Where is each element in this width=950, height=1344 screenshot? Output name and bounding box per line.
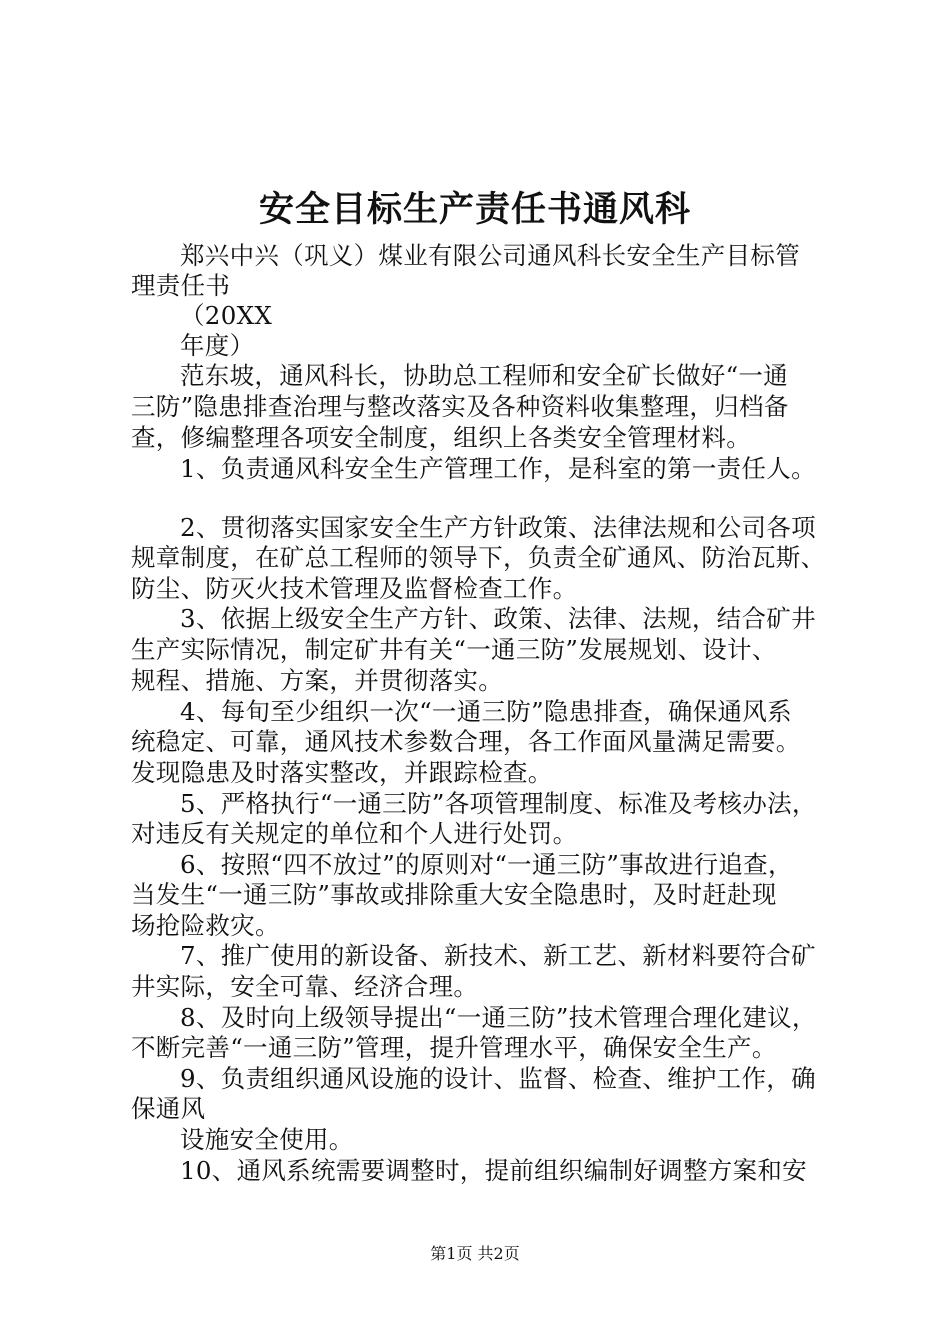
text-line: 规程、措施、方案，并贯彻落实。 [131, 666, 503, 695]
page-footer: 第1页 共2页 [430, 1244, 520, 1263]
text-line: 规章制度，在矿总工程师的领导下，负责全矿通风、防治瓦斯、 [131, 543, 826, 572]
document-title: 安全目标生产责任书通风科 [258, 189, 691, 230]
text-line: 不断完善“一通三防”管理，提升管理水平，确保安全生产。 [131, 1033, 777, 1062]
text-line: 设施安全使用。 [180, 1125, 354, 1154]
text-line: 生产实际情况，制定矿井有关“一通三防”发展规划、设计、 [131, 635, 777, 664]
text-line: 理责任书 [131, 271, 231, 300]
text-line: 8、及时向上级领导提出“一通三防”技术管理合理化建议， [180, 1003, 817, 1032]
text-line: 郑兴中兴（巩义）煤业有限公司通风科长安全生产目标管 [180, 241, 800, 270]
text-line: 5、严格执行“一通三防”各项管理制度、标准及考核办法， [180, 789, 817, 818]
text-line: （20XX [180, 301, 273, 330]
text-line: 年度） [180, 331, 255, 360]
text-line: 4、每旬至少组织一次“一通三防”隐患排查，确保通风系 [180, 697, 792, 726]
text-line: 对违反有关规定的单位和个人进行处罚。 [131, 819, 578, 848]
text-line: 防尘、防灭火技术管理及监督检查工作。 [131, 574, 578, 603]
text-line: 场抢险救灾。 [131, 911, 280, 940]
text-line: 发现隐患及时落实整改，并跟踪检查。 [131, 758, 553, 787]
text-line: 井实际，安全可靠、经济合理。 [131, 972, 479, 1001]
text-line: 2、贯彻落实国家安全生产方针政策、法律法规和公司各项 [180, 513, 816, 542]
text-line: 3、依据上级安全生产方针、政策、法律、法规，结合矿井 [180, 604, 816, 633]
text-line: 统稳定、可靠，通风技术参数合理，各工作面风量满足需要。 [131, 727, 801, 756]
text-line: 查，修编整理各项安全制度，组织上各类安全管理材料。 [131, 423, 751, 452]
text-line: 三防”隐患排查治理与整改落实及各种资料收集整理，归档备 [131, 392, 789, 421]
text-line: 7、推广使用的新设备、新技术、新工艺、新材料要符合矿 [180, 941, 816, 970]
text-line: 9、负责组织通风设施的设计、监督、检查、维护工作，确 [180, 1064, 816, 1093]
text-line: 1、负责通风科安全生产管理工作，是科室的第一责任人。 [180, 454, 816, 483]
text-line: 保通风 [131, 1094, 206, 1123]
text-line: 10、通风系统需要调整时，提前组织编制好调整方案和安 [180, 1156, 807, 1185]
text-line: 当发生“一通三防”事故或排除重大安全隐患时，及时赶赴现 [131, 880, 777, 909]
text-line: 6、按照“四不放过”的原则对“一通三防”事故进行追查， [180, 850, 793, 879]
text-line: 范东坡，通风科长，协助总工程师和安全矿长做好“一通 [180, 361, 789, 390]
